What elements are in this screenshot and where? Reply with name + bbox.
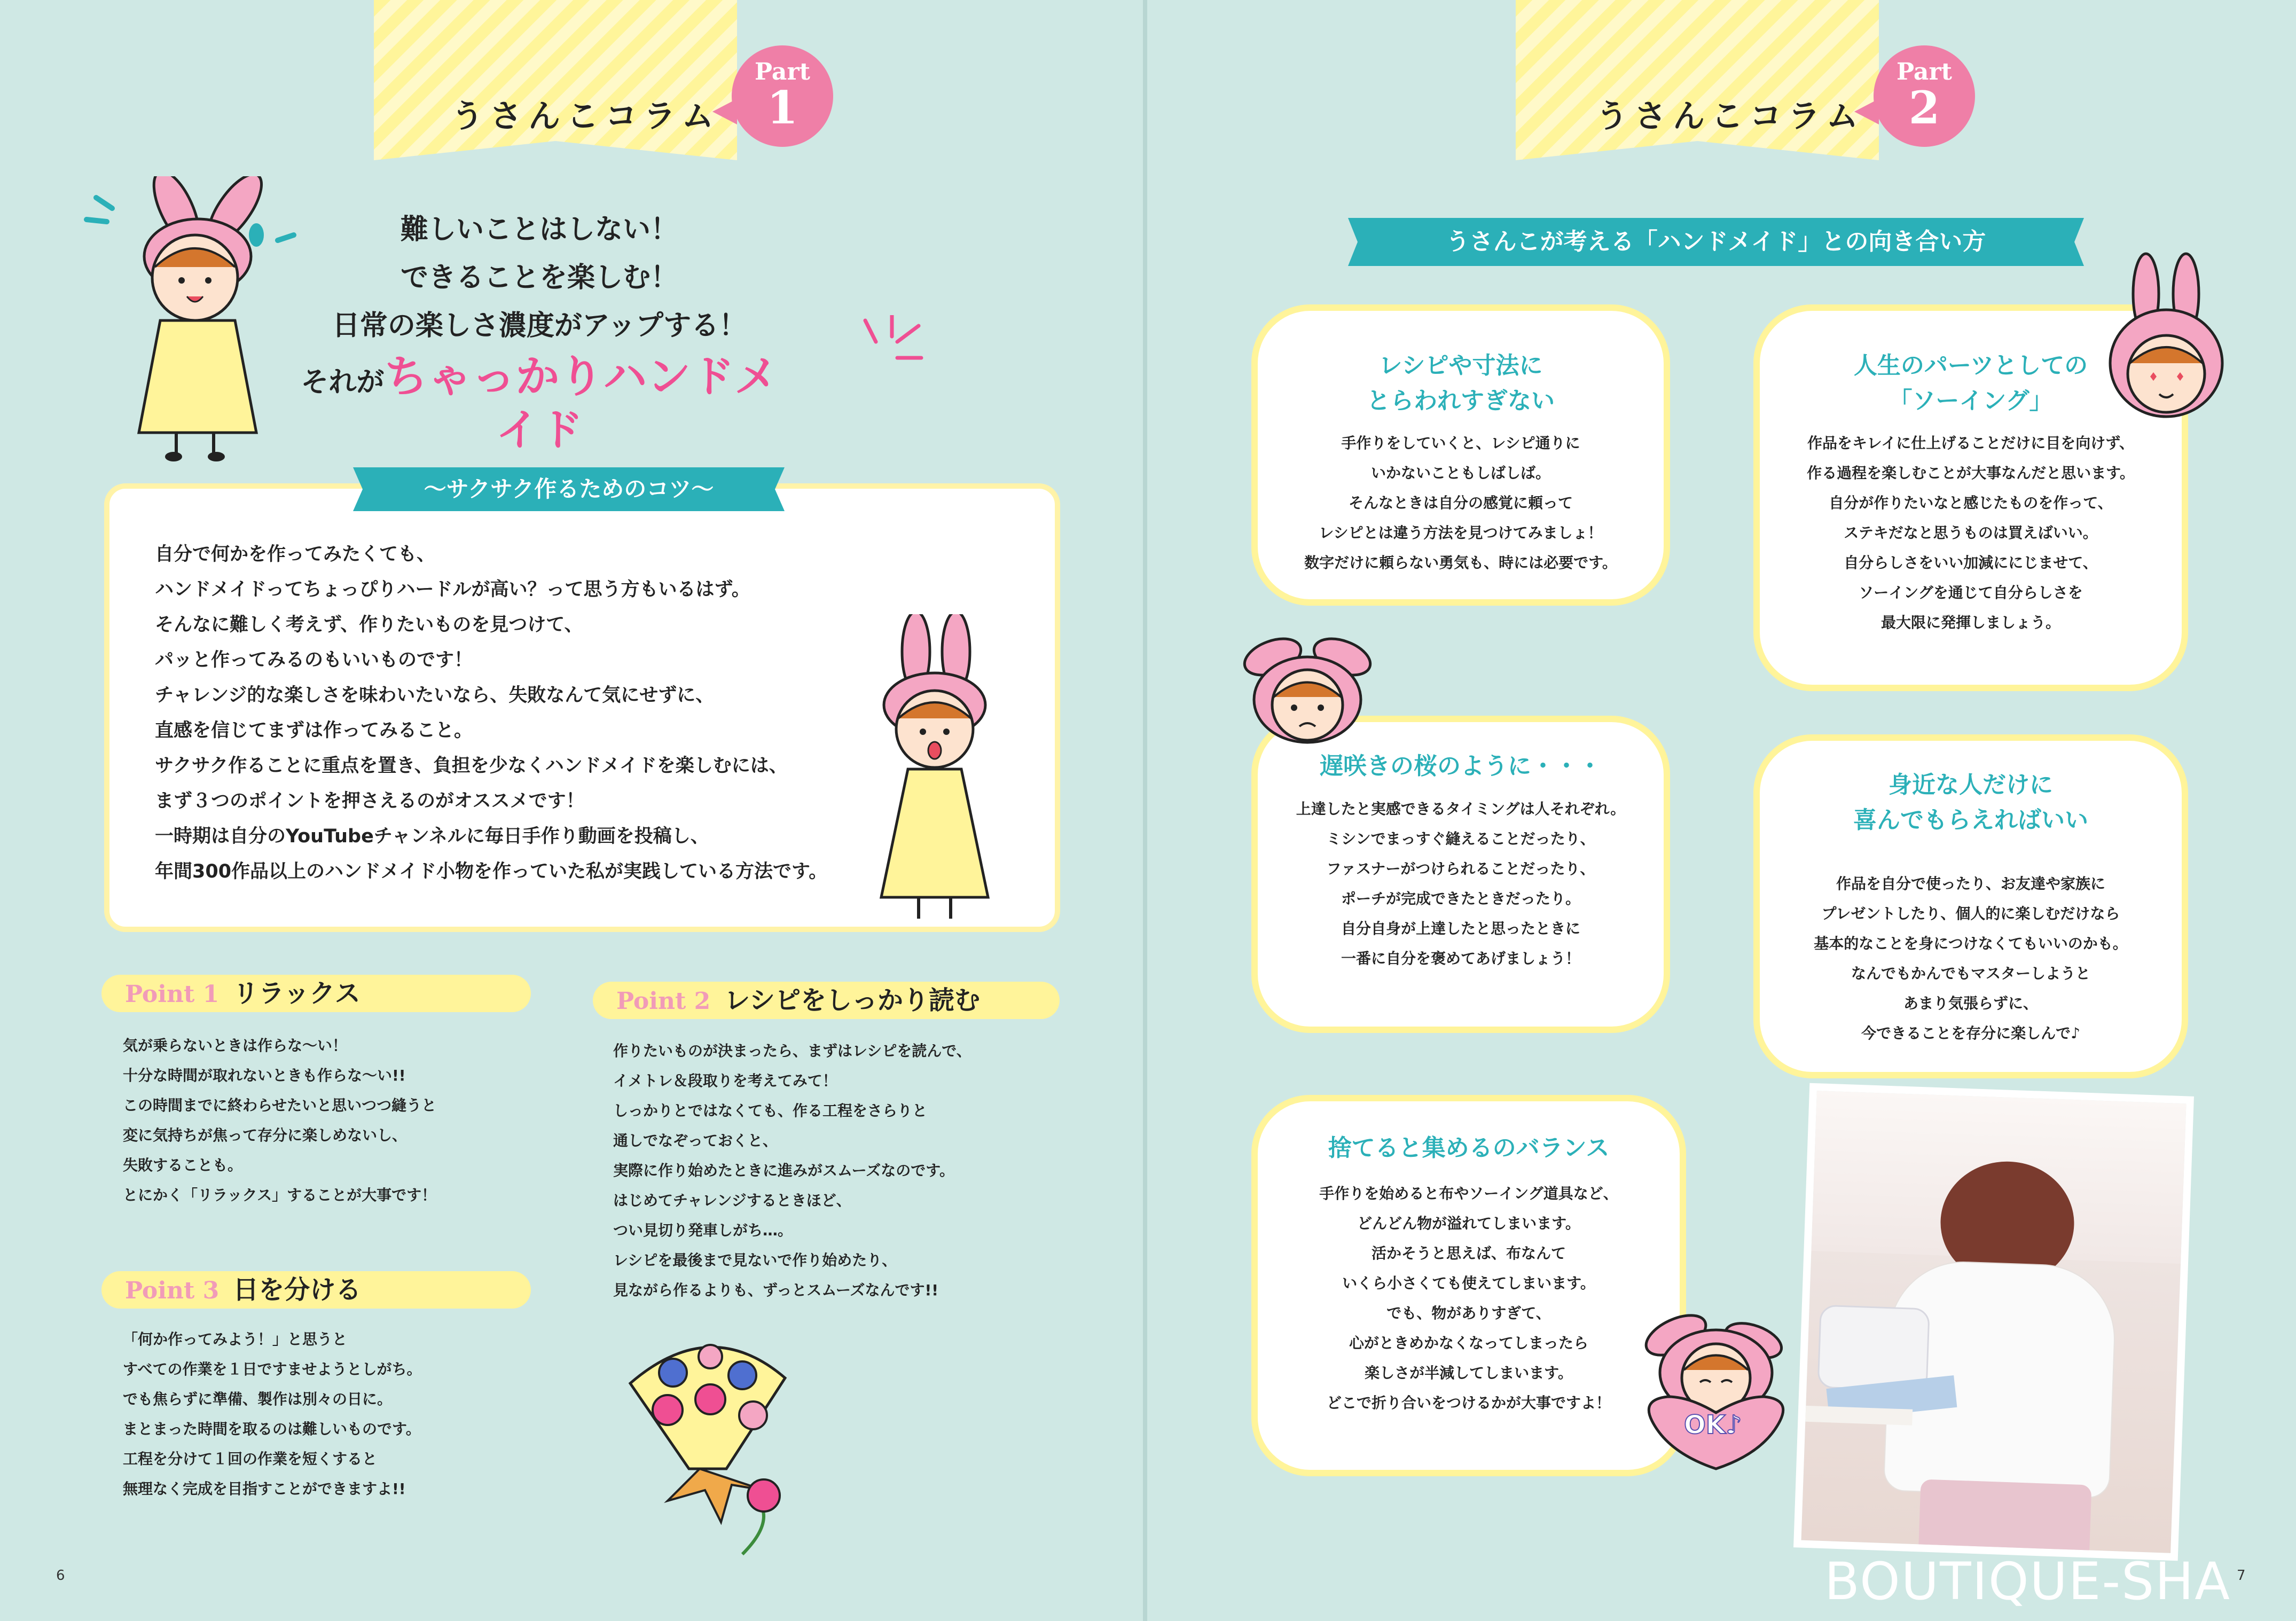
- right-page: [1147, 0, 2296, 1621]
- tips-heading: ～サクサク作るためのコツ～: [371, 467, 766, 511]
- bubble-line: 手作りを始めると布やソーイング道具など、: [1319, 1185, 1618, 1202]
- point-2-line: しっかりとではなくても、作る工程をさらりと: [613, 1102, 928, 1119]
- page-number: 6: [56, 1568, 65, 1584]
- tips-line: 年間300作品以上のハンドメイド小物を作っていた私が実践している方法です。: [155, 861, 828, 882]
- point-3-line: でも焦らずに準備、製作は別々の日に。: [123, 1390, 393, 1408]
- bubble-line: でも、物がありすぎて、: [1386, 1304, 1551, 1322]
- point-1-text: [123, 1031, 550, 1210]
- point-2-text: [613, 1036, 1094, 1305]
- point-1-title: リラックス: [233, 978, 361, 1008]
- part-badge: [732, 45, 833, 147]
- bubble-title-line: レシピや寸法に: [1378, 352, 1543, 379]
- point-3-title: 日を分ける: [233, 1275, 362, 1305]
- tips-line: 直感を信じてまずは作ってみること。: [155, 720, 473, 741]
- point-2-title: レシピをしっかり読む: [724, 985, 981, 1015]
- slogan-line-3: 日常の楽しさ濃度がアップする！: [332, 310, 747, 342]
- bubble-late-bloom: [1251, 716, 1670, 1033]
- point-3-line: 工程を分けて１回の作業を短くすると: [123, 1450, 378, 1468]
- ok-sign: OK♪: [1684, 1410, 1742, 1440]
- point-3-line: まとまった時間を取るのは難しいものです。: [123, 1420, 421, 1438]
- bubble-title-line: 捨てると集めるのバランス: [1328, 1134, 1610, 1162]
- bubble-line: 作品を自分で使ったり、お友達や家族に: [1836, 875, 2105, 892]
- slogan-line-1: 難しいことはしない！: [400, 214, 678, 246]
- sparkle-icon: [855, 315, 924, 379]
- bubble-line: 楽しさが半減してしまいます。: [1365, 1364, 1573, 1382]
- point-2-label: Point 2: [616, 988, 711, 1015]
- flower-bouquet-icon: [604, 1325, 833, 1560]
- bubble-line: ポーチが完成できたときだったり。: [1341, 890, 1580, 907]
- point-3-tag: [101, 1271, 531, 1309]
- bubble-line: 数字だけに頼らない勇気も、時には必要です。: [1304, 554, 1617, 571]
- bubble-line: 作品をキレイに仕上げることだけに目を向けず、: [1807, 434, 2135, 452]
- bubble-recipe: [1251, 304, 1670, 606]
- bubble-title-line: 身近な人だけに: [1888, 771, 2053, 798]
- bubble-title-line: 遅咲きの桜のように・・・: [1320, 753, 1602, 780]
- bubble-line: あまり気張らずに、: [1903, 994, 2038, 1012]
- bubble-balance-text: [1258, 1179, 1680, 1418]
- point-2-line: イメトレ＆段取りを考えてみて！: [613, 1072, 837, 1090]
- slogan-prefix: それが: [301, 366, 385, 398]
- bubble-line: なんでもかんでもマスターしようと: [1851, 965, 2090, 982]
- point-3-line: 無理なく完成を目指すことができますよ!!: [123, 1480, 406, 1498]
- bubble-balance-title: [1258, 1131, 1680, 1166]
- column-title: うさんこコラム: [1596, 98, 1865, 135]
- part-number: 1: [766, 81, 798, 134]
- point-2-line: 実際に作り始めたときに進みがスムーズなのです。: [613, 1162, 954, 1179]
- bubble-balance: [1251, 1095, 1686, 1476]
- bubble-line: 一番に自分を褒めてあげましょう！: [1341, 950, 1580, 967]
- bubble-line: そんなときは自分の感覚に頼って: [1348, 494, 1573, 512]
- tips-line: ハンドメイドってちょっぴりハードルが高い？って思う方もいるはず。: [155, 579, 750, 600]
- bubble-line: どこで折り合いをつけるかが大事ですよ！: [1326, 1394, 1611, 1412]
- point-2-line: 見ながら作るよりも、ずっとスムーズなんです!!: [613, 1281, 939, 1299]
- approach-heading: うさんこが考える「ハンドメイド」との向き合い方: [1366, 218, 2066, 266]
- bubble-title-line: 喜んでもらえればいい: [1853, 806, 2088, 834]
- bubble-line: 自分が作りたいなと感じたものを作って、: [1829, 494, 2113, 512]
- tips-line: サクサク作ることに重点を置き、負担を少なくハンドメイドを楽しむには、: [155, 755, 788, 777]
- tips-line: まず３つのポイントを押さえるのがオススメです！: [155, 790, 585, 812]
- tips-text: [155, 537, 929, 889]
- bubble-recipe-title: [1258, 348, 1664, 419]
- point-2-line: レシピを最後まで見ないで作り始めたり、: [613, 1251, 897, 1269]
- bubble-title-line: とらわれすぎない: [1367, 387, 1555, 414]
- bubble-line: 活かそうと思えば、布なんて: [1371, 1244, 1566, 1262]
- bubble-line: プレゼントしたり、個人的に楽しむだけなら: [1821, 905, 2120, 922]
- bubble-line: ファスナーがつけられることだったり、: [1326, 860, 1595, 878]
- bubble-line: ミシンでまっすぐ縫えることだったり、: [1326, 830, 1595, 848]
- point-2-line: 作りたいものが決まったら、まずはレシピを読んで、: [613, 1042, 971, 1060]
- point-3-label: Point 3: [125, 1277, 220, 1304]
- slogan-line-4: [299, 353, 780, 460]
- point-1-label: Point 1: [125, 981, 220, 1008]
- point-1-line: 十分な時間が取れないときも作らな～い!!: [123, 1067, 406, 1084]
- point-2-tag: [593, 982, 1060, 1019]
- slogan: [299, 206, 780, 460]
- point-1-tag: [101, 975, 531, 1012]
- point-2-line: 通しでなぞっておくと、: [613, 1132, 778, 1149]
- tips-line: 一時期は自分のYouTubeチャンネルに毎日手作り動画を投稿し、: [155, 826, 709, 847]
- point-2-line: つい見切り発車しがち…。: [613, 1221, 793, 1239]
- bubble-line: 自分自身が上達したと思ったときに: [1341, 920, 1580, 937]
- bunny-girl-surprised-icon: [849, 614, 1020, 929]
- point-1-line: 変に気持ちが焦って存分に楽しめないし、: [123, 1126, 408, 1144]
- left-page: [0, 0, 1143, 1621]
- publisher-watermark: BOUTIQUE-SHA: [1824, 1552, 2231, 1611]
- page-number: 7: [2237, 1568, 2246, 1584]
- point-3-line: 「何か作ってみよう！」と思うと: [123, 1330, 348, 1348]
- bubble-title-line: 「ソーイング」: [1888, 387, 2053, 414]
- bunny-head-happy-icon: [2103, 251, 2231, 427]
- bubble-line: 今できることを存分に楽しんで♪: [1861, 1024, 2080, 1042]
- tips-line: そんなに難しく考えず、作りたいものを見つけて、: [155, 614, 583, 636]
- bubble-close-people-title: [1760, 768, 2182, 838]
- bubble-title-line: 人生のパーツとしての: [1853, 352, 2088, 379]
- bubble-line: ステキだなと思うものは買えばいい。: [1844, 524, 2098, 542]
- bunny-head-sad-icon: [1241, 625, 1374, 748]
- point-1-line: この時間までに終わらせたいと思いつつ縫うと: [123, 1097, 437, 1114]
- bubble-line: ソーイングを通じて自分らしさを: [1859, 584, 2083, 601]
- point-2-line: はじめてチャレンジするときほど、: [613, 1192, 851, 1209]
- part-badge: [1874, 45, 1975, 147]
- bubble-line: どんどん物が溢れてしまいます。: [1357, 1215, 1580, 1232]
- sewing-woman-photo: [1793, 1083, 2194, 1561]
- bubble-sewing-life-text: [1760, 428, 2182, 638]
- bubble-line: 心がときめかなくなってしまったら: [1349, 1334, 1588, 1352]
- bubble-line: 上達したと実感できるタイミングは人それぞれ。: [1296, 800, 1626, 818]
- bunny-girl-icon: [75, 176, 320, 465]
- bubble-line: 手作りをしていくと、レシピ通りに: [1341, 434, 1580, 452]
- slogan-highlight: ちゃっかりハンドメイド: [384, 351, 778, 456]
- bubble-line: 最大限に発揮しましょう。: [1880, 614, 2060, 631]
- part-label: Part: [755, 58, 810, 85]
- table: [1805, 1406, 1913, 1426]
- skirt: [1918, 1479, 2092, 1560]
- bubble-late-bloom-title: [1258, 749, 1664, 784]
- point-1-line: 気が乗らないときは作らな～い！: [123, 1037, 348, 1054]
- sewing-machine: [1817, 1305, 1930, 1392]
- bubble-late-bloom-text: [1258, 794, 1664, 974]
- point-3-text: [123, 1325, 550, 1504]
- part-number: 2: [1908, 81, 1940, 134]
- bubble-line: 自分らしさをいい加減ににじませて、: [1844, 554, 2098, 571]
- column-title: うさんこコラム: [451, 98, 720, 135]
- point-1-line: とにかく「リラックス」することが大事です！: [123, 1186, 437, 1204]
- bubble-close-people: [1753, 734, 2188, 1078]
- bubble-line: レシピとは違う方法を見つけてみましょ！: [1319, 524, 1603, 542]
- bubble-line: 基本的なことを身につけなくてもいいのかも。: [1814, 935, 2128, 952]
- bubble-recipe-text: [1258, 428, 1664, 578]
- part-label: Part: [1897, 58, 1952, 85]
- bubble-close-people-text: [1760, 869, 2182, 1048]
- point-1-line: 失敗することも。: [123, 1156, 243, 1174]
- slogan-line-2: できることを楽しむ！: [400, 262, 678, 294]
- page-gutter: [1143, 0, 1147, 1621]
- point-3-line: すべての作業を１日ですませようとしがち。: [123, 1360, 422, 1378]
- bunny-ok-icon: [1636, 1303, 1796, 1474]
- bubble-line: いくら小さくても使えてしまいます。: [1342, 1274, 1595, 1292]
- tips-line: 自分で何かを作ってみたくても、: [155, 544, 436, 565]
- tips-line: チャレンジ的な楽しさを味わいたいなら、失敗なんて気にせずに、: [155, 685, 715, 706]
- bubble-line: 作る過程を楽しむことが大事なんだと思います。: [1807, 464, 2135, 482]
- tips-line: パッと作ってみるのもいいものです！: [155, 649, 473, 671]
- bubble-line: いかないこともしばしば。: [1370, 464, 1550, 482]
